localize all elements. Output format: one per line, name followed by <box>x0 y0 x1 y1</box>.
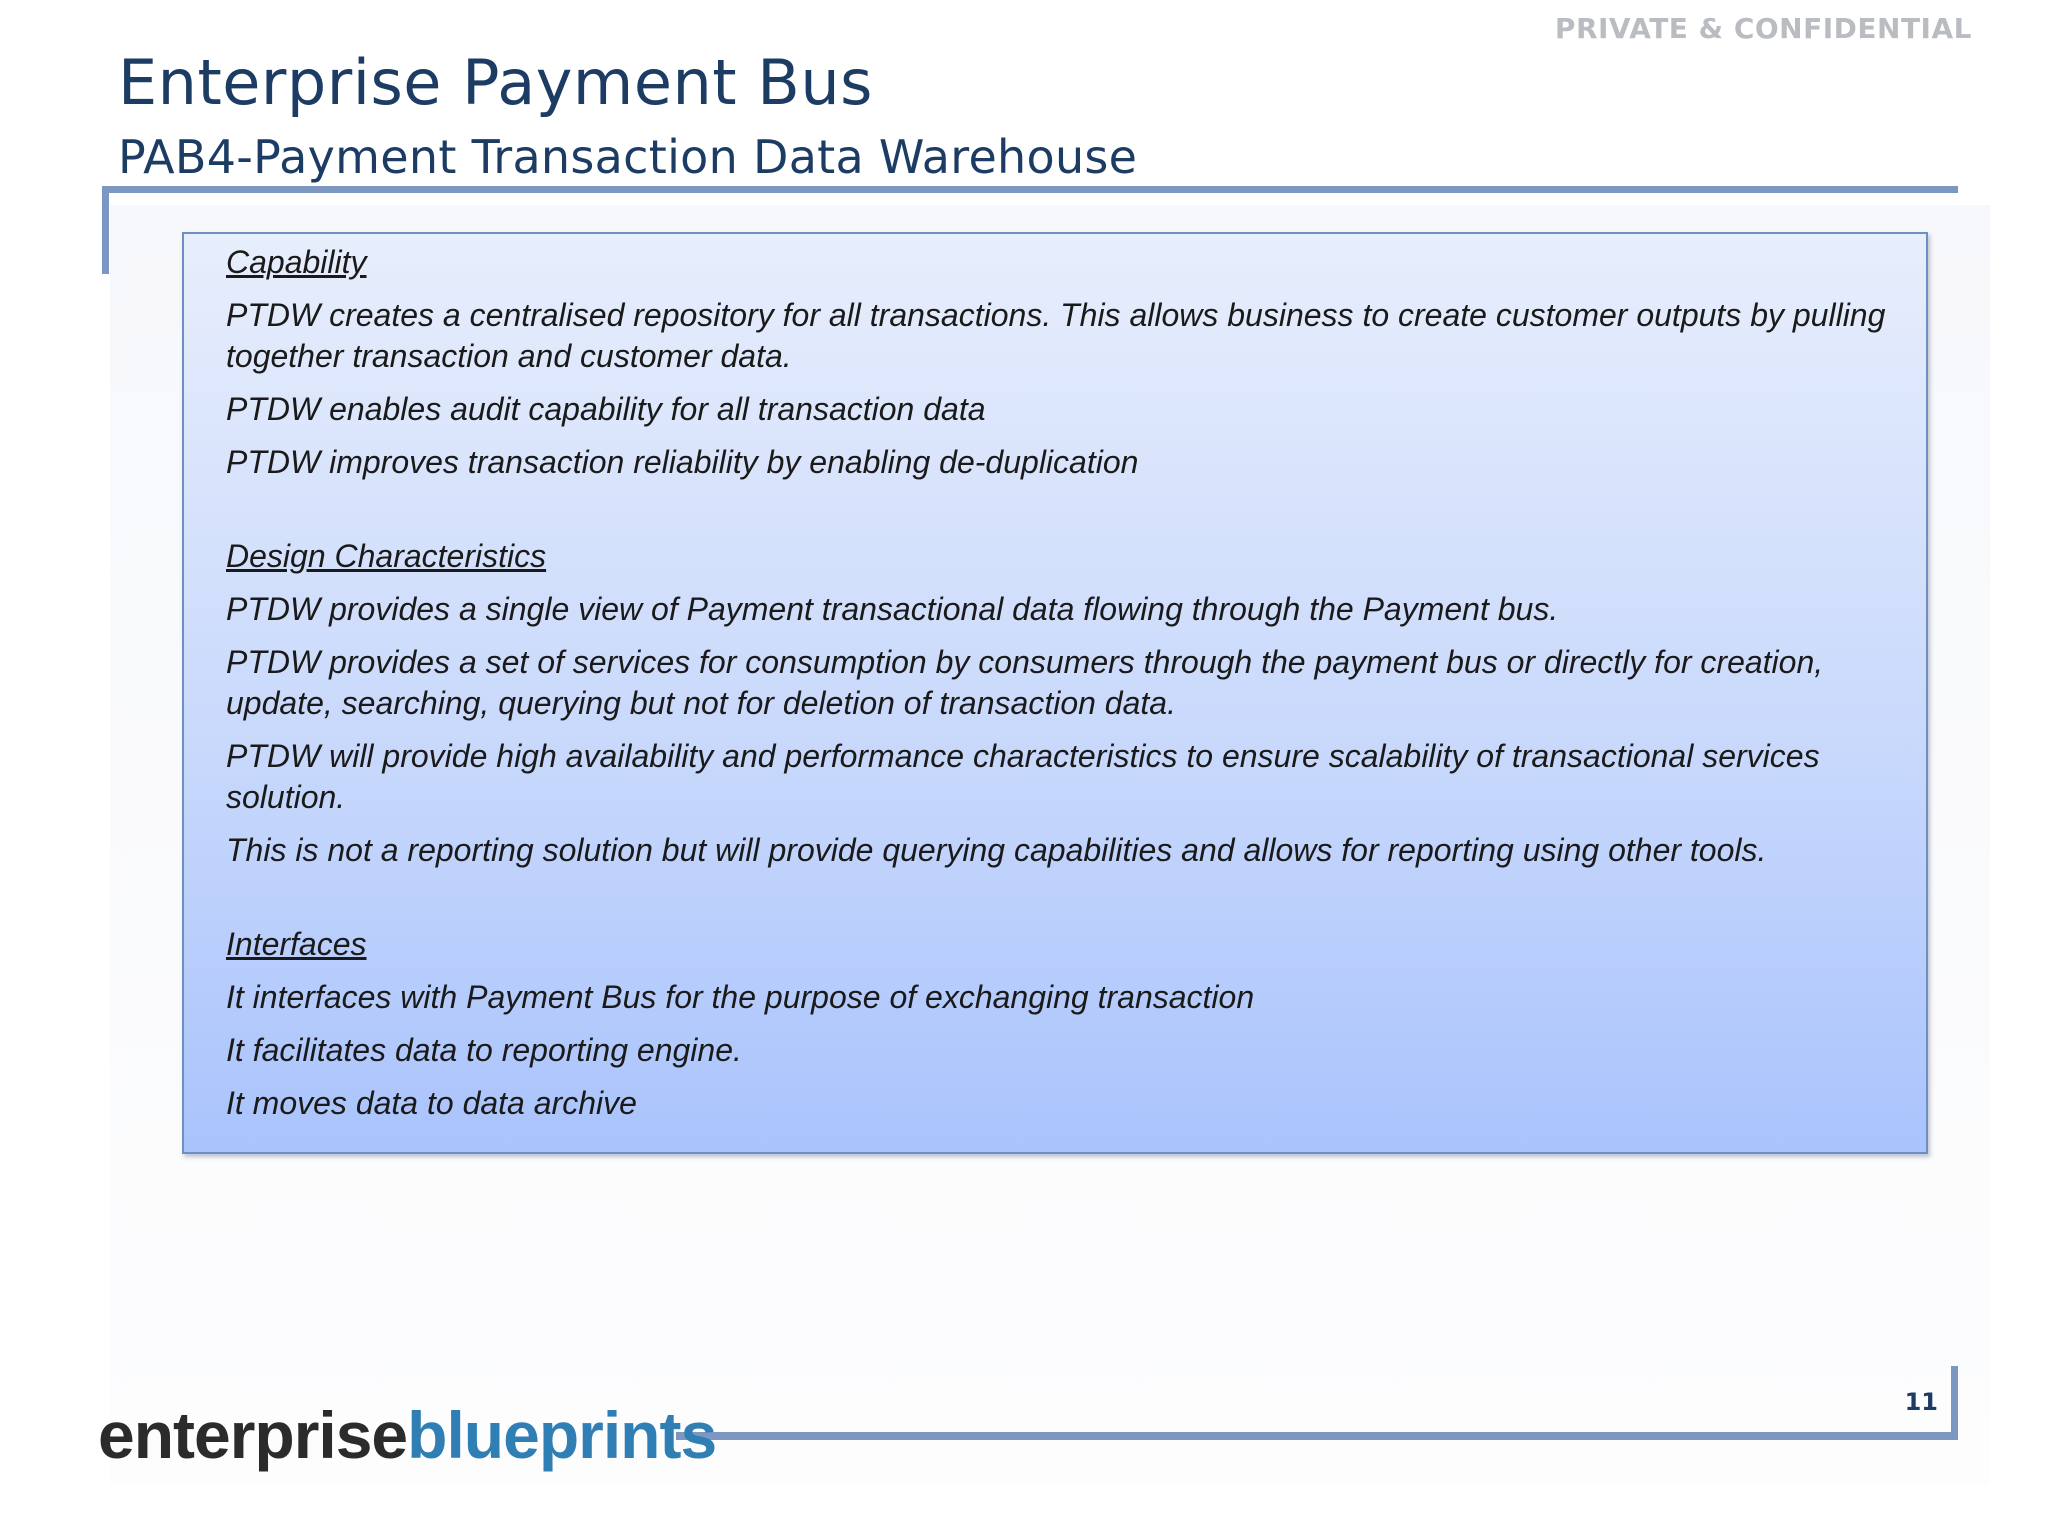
content-box <box>182 232 1928 1154</box>
section-paragraph: PTDW will provide high availability and performance characteristics to ensure scalability of transactional services solution. <box>226 738 1820 815</box>
section-paragraph: PTDW provides a single view of Payment transactional data flowing through the Payment bus. <box>226 591 1559 627</box>
section-heading: Design Characteristics <box>226 538 547 574</box>
page-number: 11 <box>1904 1388 1938 1416</box>
section-capability <box>226 242 1896 483</box>
section-heading: Interfaces <box>226 926 367 962</box>
confidentiality-label: PRIVATE & CONFIDENTIAL <box>1554 12 1972 45</box>
section-design-characteristics <box>226 536 1896 871</box>
enterprise-blueprints-logo <box>98 1398 717 1472</box>
slide-title: Enterprise Payment Bus <box>118 46 873 119</box>
section-spacer <box>226 883 1896 924</box>
section-paragraph: This is not a reporting solution but will provide querying capabilities and allows for reporting using other tools. <box>226 832 1767 868</box>
section-paragraph: PTDW provides a set of services for consumption by consumers through the payment bus or directly for creation, update, searching, querying but not for deletion of transaction data. <box>226 644 1824 721</box>
section-paragraph: It facilitates data to reporting engine. <box>226 1032 742 1068</box>
header-rule <box>102 186 1958 193</box>
slide-subtitle: PAB4-Payment Transaction Data Warehouse <box>118 130 1138 184</box>
section-heading: Capability <box>226 244 367 280</box>
footer-rule <box>676 1432 1958 1440</box>
section-spacer <box>226 495 1896 536</box>
section-paragraph: PTDW improves transaction reliability by enabling de-duplication <box>226 444 1139 480</box>
section-paragraph: PTDW enables audit capability for all transaction data <box>226 391 986 427</box>
logo-word-enterprise: enterprise <box>98 1398 408 1472</box>
section-paragraph: It moves data to data archive <box>226 1085 637 1121</box>
header-rule-corner <box>102 186 109 274</box>
section-paragraph: PTDW creates a centralised repository for all transactions. This allows business to create customer outputs by pulling together transaction and customer data. <box>226 297 1886 374</box>
section-interfaces <box>226 924 1896 1124</box>
footer-rule-corner <box>1951 1366 1958 1440</box>
section-paragraph: It interfaces with Payment Bus for the purpose of exchanging transaction <box>226 979 1255 1015</box>
logo-word-blueprints: blueprints <box>407 1398 717 1472</box>
